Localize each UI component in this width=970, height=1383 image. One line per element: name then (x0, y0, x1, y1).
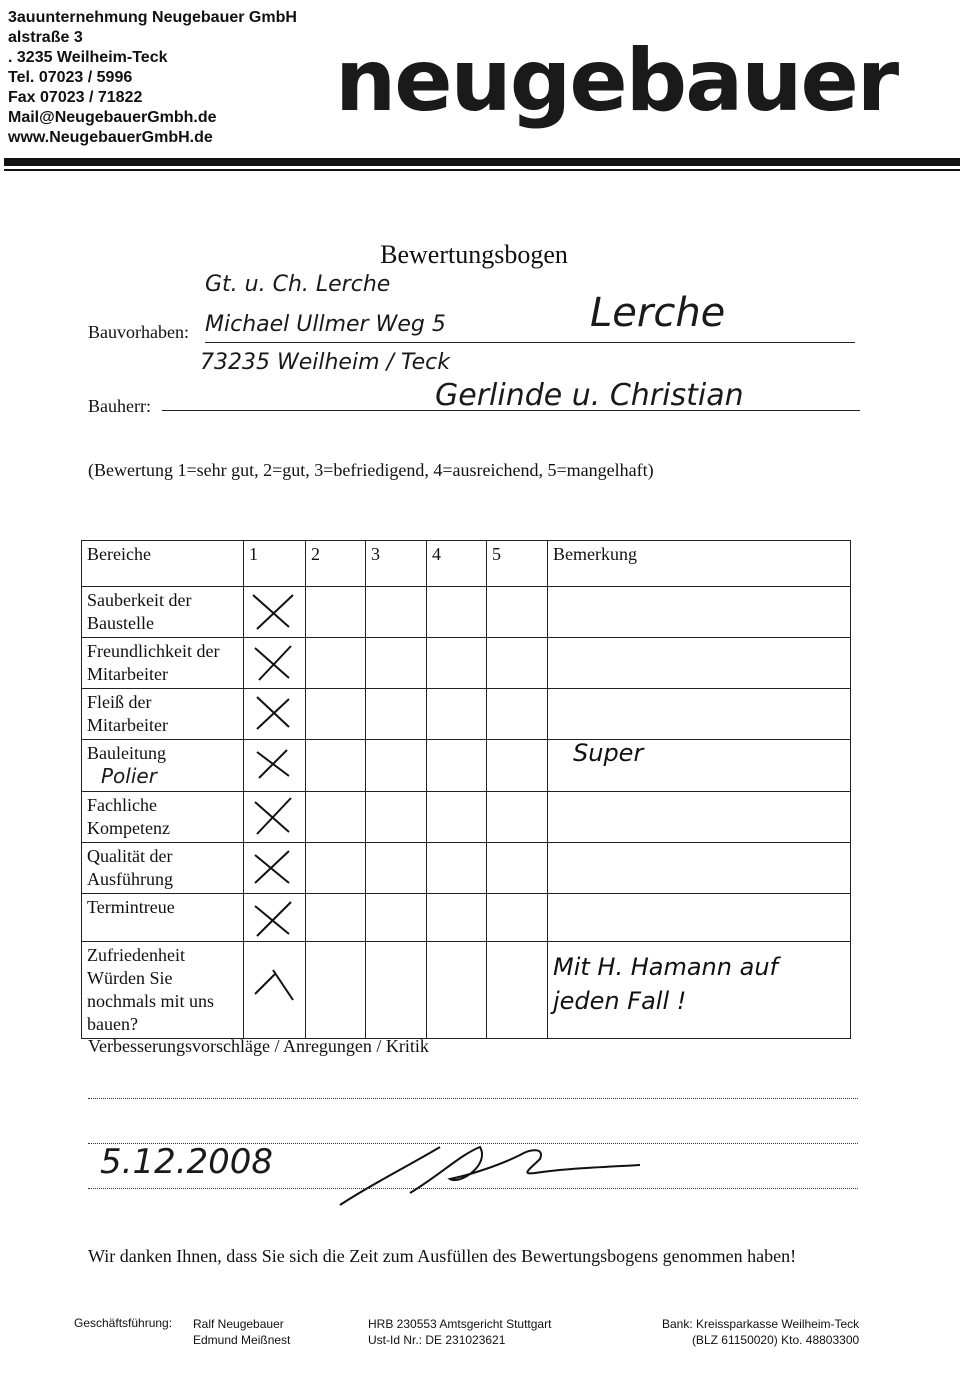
table-row (82, 792, 851, 843)
rating-cell-4[interactable] (427, 638, 487, 689)
header-bemerkung: Bemerkung (548, 541, 851, 587)
check-mark-icon (249, 962, 297, 1002)
company-fax: Fax 07023 / 71822 (8, 89, 143, 106)
rating-cell-3[interactable] (366, 942, 427, 1039)
table-row (82, 894, 851, 942)
remark-cell[interactable] (548, 740, 851, 792)
rating-cell-4[interactable] (427, 740, 487, 792)
company-city: . 3235 Weilheim-Teck (8, 49, 168, 66)
header-rating-5: 5 (487, 541, 548, 587)
row-label-line: Freundlichkeit der (87, 641, 220, 661)
row-label-line: Qualität der (87, 846, 173, 866)
rating-cell-3[interactable] (366, 792, 427, 843)
row-label-line: Würden Sie (87, 968, 173, 988)
remark-cell[interactable] (548, 792, 851, 843)
row-label (82, 942, 244, 1039)
row-label (82, 638, 244, 689)
remark-handwritten: Mit H. Hamann auf jeden Fall ! (553, 953, 778, 1015)
rating-cell-2[interactable] (306, 792, 366, 843)
check-mark-icon (249, 691, 297, 731)
bauvorhaben-handwritten-name: Lerche (590, 290, 726, 336)
rating-cell-2[interactable] (306, 894, 366, 942)
row-label-line: Sauberkeit der (87, 590, 192, 610)
rating-cell-5[interactable] (487, 740, 548, 792)
check-mark-icon (249, 640, 297, 680)
bauvorhaben-handwritten-city: 73235 Weilheim / Teck (200, 350, 451, 375)
company-logo: neugebauer (335, 31, 898, 131)
rating-cell-4[interactable] (427, 894, 487, 942)
row-label-handwritten: Polier (101, 764, 157, 788)
footer-bank-account: (BLZ 61150020) Kto. 48803300 (691, 1333, 860, 1347)
rating-cell-3[interactable] (366, 894, 427, 942)
rating-cell-4[interactable] (427, 689, 487, 740)
check-mark-icon (249, 845, 297, 885)
row-label-line: Mitarbeiter (87, 664, 168, 684)
rating-cell-3[interactable] (366, 638, 427, 689)
rating-cell-1[interactable] (244, 587, 306, 638)
check-mark-icon (249, 589, 297, 629)
remark-cell[interactable] (548, 689, 851, 740)
rating-cell-3[interactable] (366, 689, 427, 740)
rating-cell-1[interactable] (244, 894, 306, 942)
feedback-label: Verbesserungsvorschläge / Anregungen / Kritik (88, 1036, 429, 1056)
bauherr-handwritten: Gerlinde u. Christian (435, 378, 744, 413)
date-handwritten: 5.12.2008 (100, 1142, 274, 1182)
row-label (82, 740, 244, 792)
rating-cell-4[interactable] (427, 843, 487, 894)
rating-cell-2[interactable] (306, 638, 366, 689)
bauvorhaben-handwritten-street: Michael Ullmer Weg 5 (205, 312, 446, 337)
remark-cell[interactable] (548, 843, 851, 894)
rating-cell-2[interactable] (306, 689, 366, 740)
rating-cell-5[interactable] (487, 587, 548, 638)
remark-handwritten: Super (573, 739, 644, 767)
signature-image (330, 1135, 660, 1215)
table-row (82, 843, 851, 894)
rating-cell-4[interactable] (427, 587, 487, 638)
rating-cell-3[interactable] (366, 843, 427, 894)
rating-cell-1[interactable] (244, 638, 306, 689)
row-label (82, 843, 244, 894)
header-divider-thin (4, 169, 960, 171)
thanks-text: Wir danken Ihnen, dass Sie sich die Zeit zum Ausfüllen des Bewertungsbogens genommen haben! (88, 1246, 797, 1266)
rating-cell-3[interactable] (366, 587, 427, 638)
rating-cell-3[interactable] (366, 740, 427, 792)
row-label (82, 689, 244, 740)
footer-gf-name-2: Edmund Meißnest (193, 1333, 291, 1347)
row-label (82, 587, 244, 638)
check-mark-icon (249, 896, 297, 936)
feedback-line-1[interactable] (88, 1098, 858, 1099)
header-bereiche: Bereiche (82, 541, 244, 587)
rating-cell-2[interactable] (306, 942, 366, 1039)
rating-cell-2[interactable] (306, 587, 366, 638)
rating-cell-1[interactable] (244, 792, 306, 843)
company-mail: Mail@NeugebauerGmbh.de (8, 109, 217, 126)
footer-management (74, 1316, 172, 1330)
table-row (82, 689, 851, 740)
rating-cell-5[interactable] (487, 689, 548, 740)
footer-gf-name-1: Ralf Neugebauer (193, 1317, 284, 1331)
rating-cell-5[interactable] (487, 942, 548, 1039)
form-title: Bewertungsbogen (380, 240, 568, 269)
feedback-line-3[interactable] (88, 1188, 858, 1189)
check-mark-icon (249, 794, 297, 834)
row-label-line: Mitarbeiter (87, 715, 168, 735)
footer-bank (662, 1316, 859, 1348)
rating-cell-1[interactable] (244, 740, 306, 792)
row-label-line: Fachliche (87, 795, 157, 815)
rating-cell-5[interactable] (487, 638, 548, 689)
table-row (82, 638, 851, 689)
rating-cell-5[interactable] (487, 894, 548, 942)
footer-registry (368, 1316, 551, 1348)
remark-cell[interactable] (548, 638, 851, 689)
header-rating-2: 2 (306, 541, 366, 587)
row-label-line: Termintreue (87, 897, 175, 917)
footer-gf-label: Geschäftsführung: (74, 1316, 173, 1330)
table-header-row (82, 541, 851, 587)
row-label (82, 894, 244, 942)
bauherr-line (162, 410, 860, 411)
footer-hrb: HRB 230553 Amtsgericht Stuttgart (368, 1317, 552, 1331)
rating-cell-1[interactable] (244, 689, 306, 740)
header-rating-1: 1 (244, 541, 306, 587)
row-label-line: bauen? (87, 1014, 138, 1034)
row-label-line: Baustelle (87, 613, 154, 633)
footer-bank-name: Bank: Kreissparkasse Weilheim-Teck (662, 1317, 860, 1331)
row-label-line: Kompetenz (87, 818, 170, 838)
table-row (82, 587, 851, 638)
check-mark-icon (249, 742, 297, 782)
bauvorhaben-label: Bauvorhaben: (88, 322, 189, 342)
row-label (82, 792, 244, 843)
row-label-line: nochmals mit uns (87, 991, 214, 1011)
rating-cell-1[interactable] (244, 942, 306, 1039)
remark-cell[interactable] (548, 587, 851, 638)
rating-cell-4[interactable] (427, 942, 487, 1039)
table-row (82, 942, 851, 1039)
rating-scale-note: (Bewertung 1=sehr gut, 2=gut, 3=befriedigend, 4=ausreichend, 5=mangelhaft) (88, 460, 654, 480)
footer-ustid: Ust-Id Nr.: DE 231023621 (368, 1333, 506, 1347)
bauvorhaben-line (205, 342, 855, 343)
rating-cell-5[interactable] (487, 843, 548, 894)
company-name: 3auunternehmung Neugebauer GmbH (8, 9, 297, 26)
bauherr-label: Bauherr: (88, 396, 151, 416)
header-rating-3: 3 (366, 541, 427, 587)
footer-managers (193, 1316, 290, 1348)
rating-cell-2[interactable] (306, 843, 366, 894)
header-rating-4: 4 (427, 541, 487, 587)
rating-cell-1[interactable] (244, 843, 306, 894)
company-address (8, 8, 297, 148)
company-phone: Tel. 07023 / 5996 (8, 69, 133, 86)
remark-cell[interactable] (548, 894, 851, 942)
header-divider (4, 158, 960, 166)
remark-cell[interactable] (548, 942, 851, 1039)
row-label-line: Ausführung (87, 869, 173, 889)
company-street: alstraße 3 (8, 29, 83, 46)
company-web: www.NeugebauerGmbH.de (8, 129, 213, 146)
bauvorhaben-handwritten-owners: Gt. u. Ch. Lerche (205, 272, 391, 297)
rating-cell-4[interactable] (427, 792, 487, 843)
table-row (82, 740, 851, 792)
row-label-line: Fleiß der (87, 692, 152, 712)
row-label-line: Bauleitung (87, 743, 166, 763)
row-label-line: Zufriedenheit (87, 945, 185, 965)
rating-table (81, 540, 851, 1039)
rating-cell-2[interactable] (306, 740, 366, 792)
rating-cell-5[interactable] (487, 792, 548, 843)
